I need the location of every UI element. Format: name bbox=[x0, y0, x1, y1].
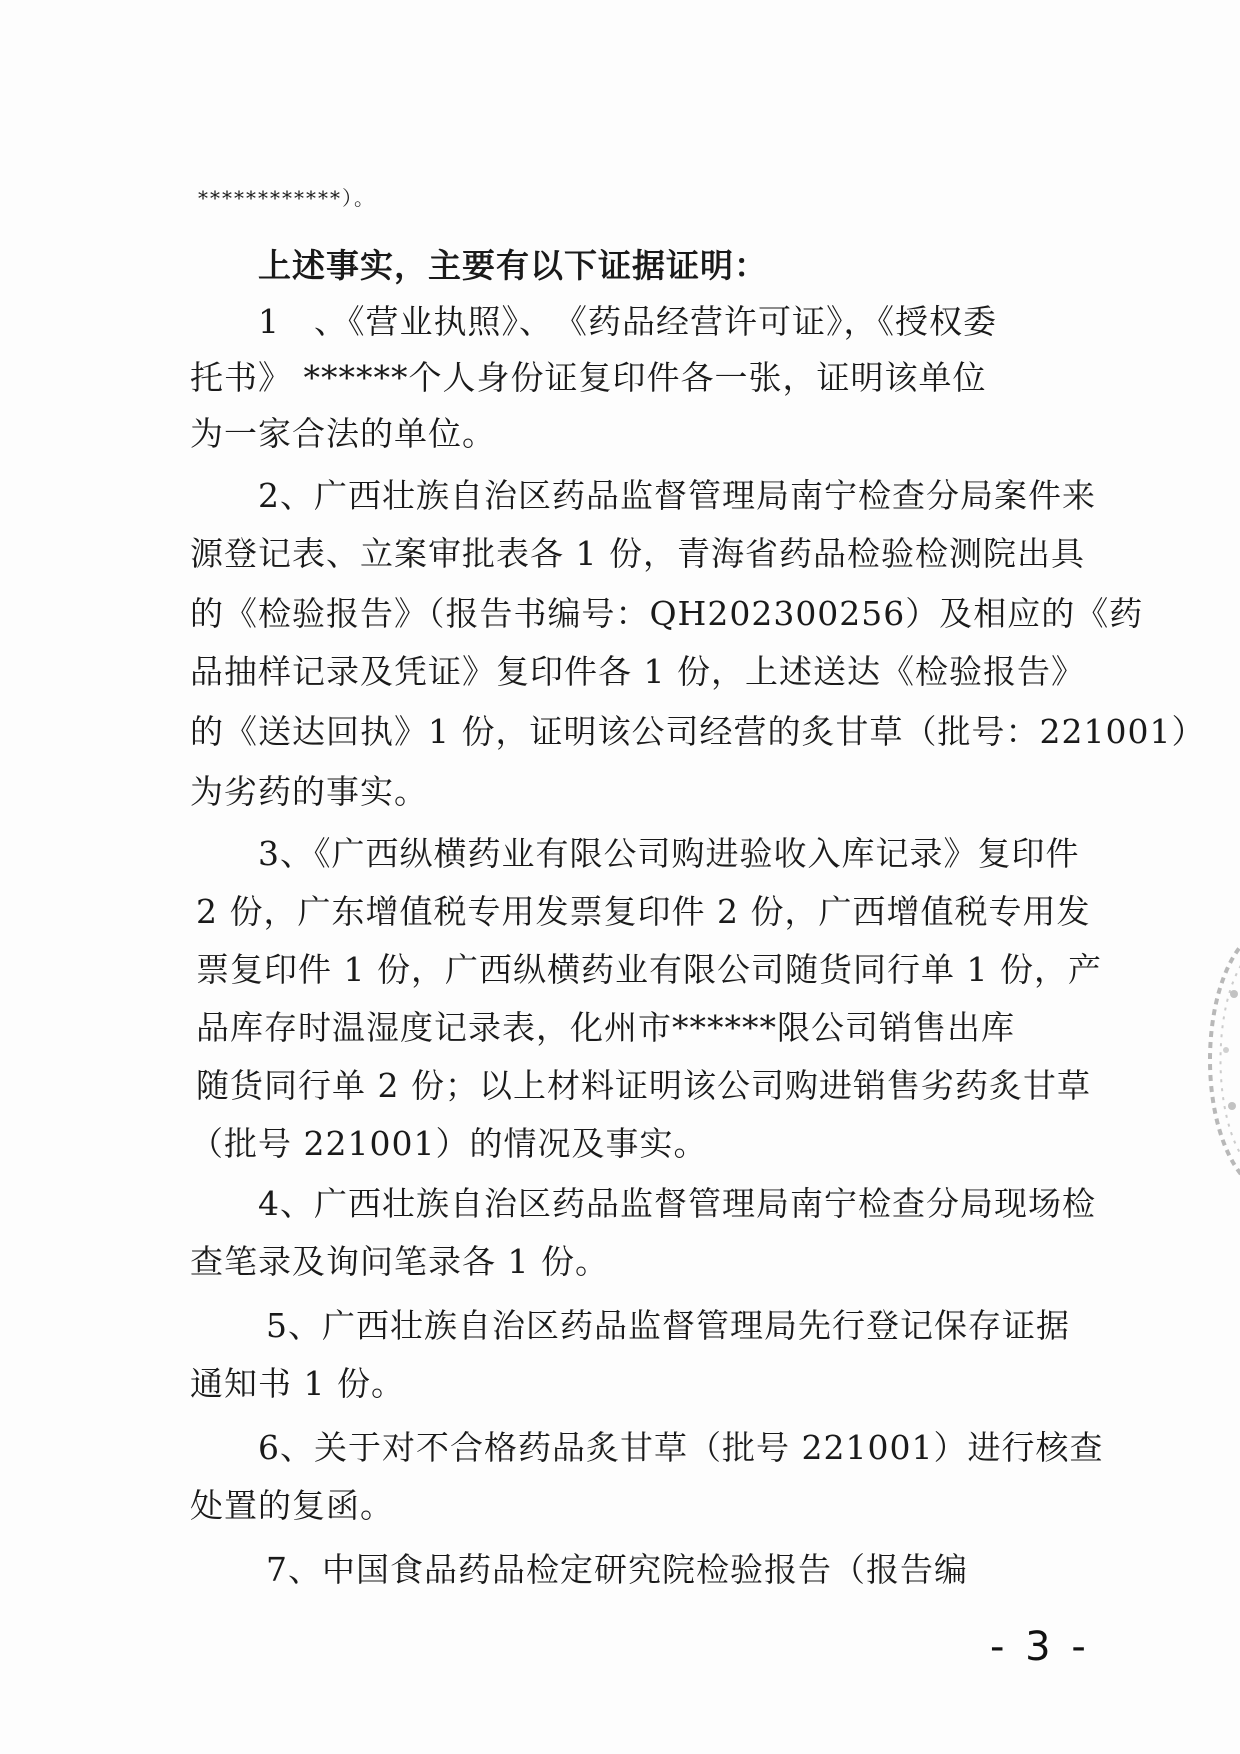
evidence-item-3-line-1: 3、《广西纵横药业有限公司购进验收入库记录》复印件 bbox=[258, 834, 1080, 873]
evidence-item-2-line-1: 2、广西壮族自治区药品监督管理局南宁检查分局案件来 bbox=[258, 476, 1096, 515]
text-line-masked-continuation: ************）。 bbox=[198, 186, 376, 210]
partial-seal-stamp bbox=[1188, 930, 1240, 1190]
evidence-item-3-line-5: 随货同行单 2 份；以上材料证明该公司购进销售劣药炙甘草 bbox=[196, 1066, 1091, 1105]
evidence-item-2-line-3: 的《检验报告》（报告书编号：QH202300256）及相应的《药 bbox=[190, 594, 1144, 633]
evidence-item-6-line-2: 处置的复函。 bbox=[190, 1486, 394, 1525]
evidence-item-3-line-2: 2 份，广东增值税专用发票复印件 2 份，广西增值税专用发 bbox=[196, 892, 1091, 931]
evidence-item-3-line-3: 票复印件 1 份，广西纵横药业有限公司随货同行单 1 份，产 bbox=[196, 950, 1102, 989]
evidence-item-6-line-1: 6、关于对不合格药品炙甘草（批号 221001）进行核查 bbox=[258, 1428, 1104, 1467]
evidence-item-4-line-1: 4、广西壮族自治区药品监督管理局南宁检查分局现场检 bbox=[258, 1184, 1096, 1223]
evidence-item-1-line-1: 1 、《营业执照》、 《药品经营许可证》，《授权委 bbox=[258, 302, 997, 341]
evidence-item-1-line-3: 为一家合法的单位。 bbox=[190, 414, 496, 453]
evidence-item-3-line-4: 品库存时温湿度记录表，化州市******限公司销售出库 bbox=[196, 1008, 1015, 1047]
evidence-item-5-line-1: 5、广西壮族自治区药品监督管理局先行登记保存证据 bbox=[266, 1306, 1070, 1345]
evidence-item-3-line-6: （批号 221001）的情况及事实。 bbox=[190, 1124, 708, 1163]
evidence-item-2-line-4: 品抽样记录及凭证》复印件各 1 份，上述送达《检验报告》 bbox=[190, 652, 1085, 691]
evidence-item-2-line-6: 为劣药的事实。 bbox=[190, 772, 428, 811]
evidence-heading: 上述事实，主要有以下证据证明： bbox=[258, 246, 768, 285]
evidence-item-2-line-2: 源登记表、立案审批表各 1 份，青海省药品检验检测院出具 bbox=[190, 534, 1085, 573]
evidence-item-7-line-1: 7、中国食品药品检定研究院检验报告（报告编 bbox=[266, 1550, 968, 1589]
evidence-item-1-line-2: 托书》 ******个人身份证复印件各一张，证明该单位 bbox=[190, 358, 987, 397]
evidence-item-5-line-2: 通知书 1 份。 bbox=[190, 1364, 405, 1403]
page-number: - 3 - bbox=[990, 1624, 1090, 1670]
evidence-item-4-line-2: 查笔录及询问笔录各 1 份。 bbox=[190, 1242, 609, 1281]
evidence-item-2-line-5: 的《送达回执》1 份，证明该公司经营的炙甘草（批号：221001） bbox=[190, 712, 1206, 751]
